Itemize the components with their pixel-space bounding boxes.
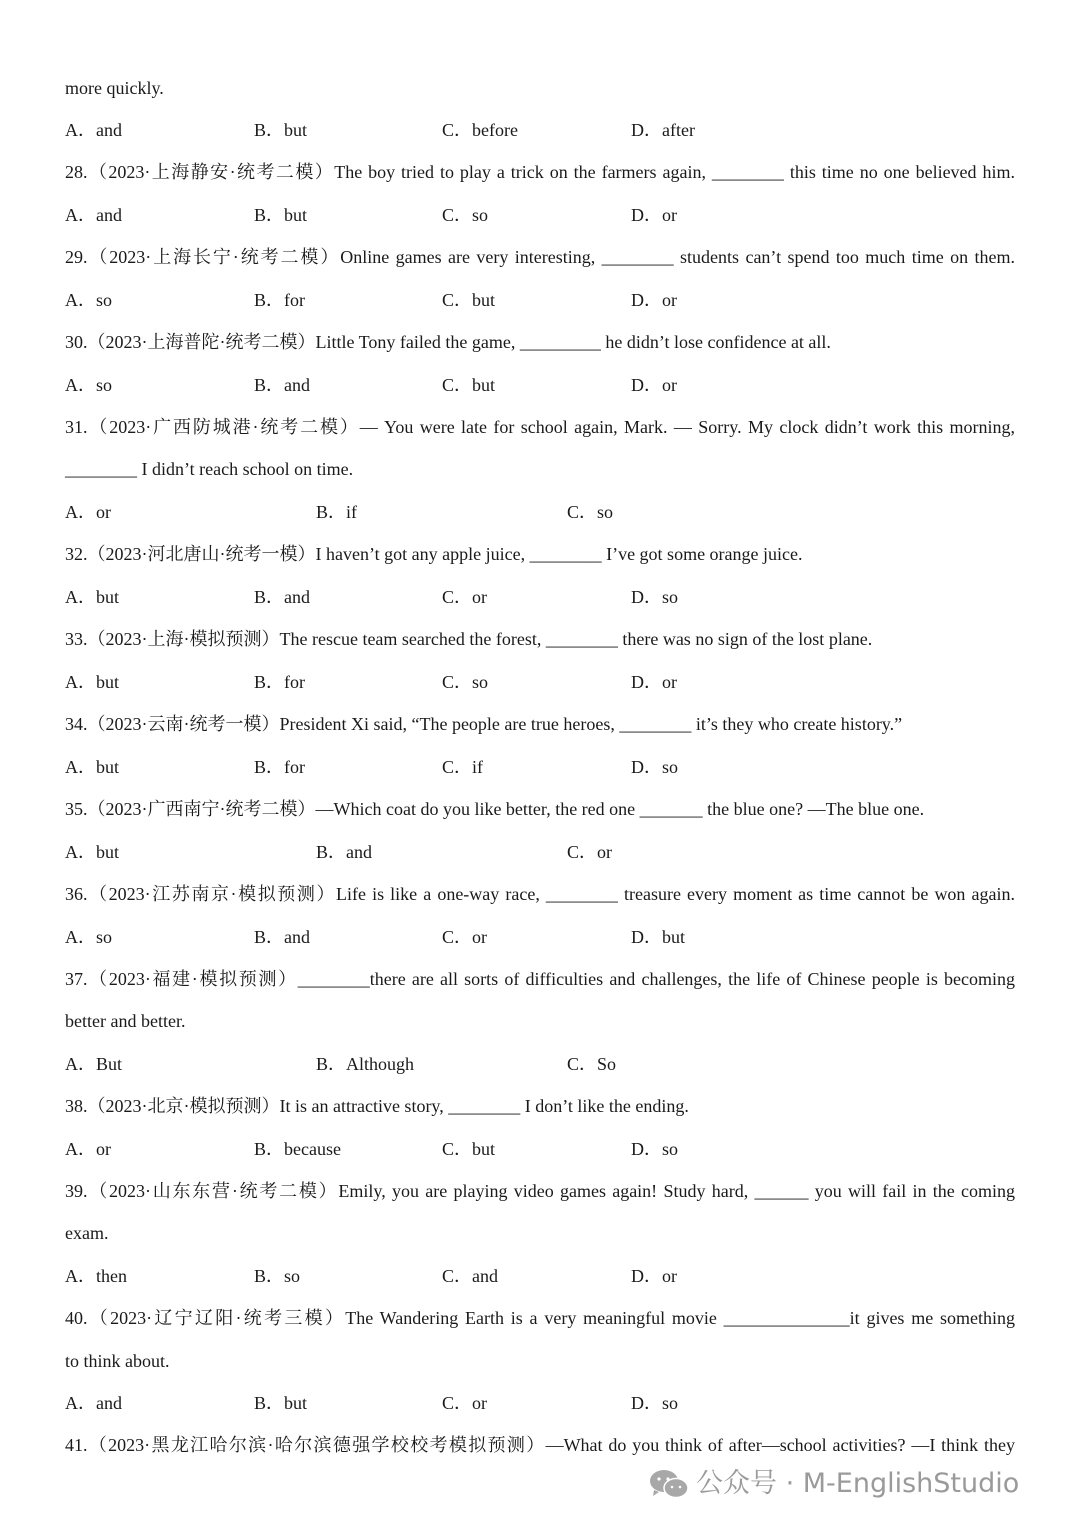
answer-option: D．or xyxy=(631,375,677,395)
answer-options xyxy=(65,203,1015,227)
answer-option: C．so xyxy=(442,672,489,692)
wechat-icon xyxy=(648,1468,690,1500)
answer-option: A．But xyxy=(65,1054,123,1074)
answer-option: C．So xyxy=(567,1054,617,1074)
answer-options xyxy=(65,1137,1015,1161)
answer-option: B．and xyxy=(316,842,372,862)
answer-option: A．but xyxy=(65,672,119,692)
answer-options xyxy=(65,840,1015,864)
question-line: 36.（2023·江苏南京·模拟预测）Life is like a one-way race, ________ treasure every moment as time cannot be won again. xyxy=(65,884,1015,904)
answer-option: A．then xyxy=(65,1266,127,1286)
question-line: 41.（2023·黑龙江哈尔滨·哈尔滨德强学校校考模拟预测）—What do you think of after—school activities? —I think they xyxy=(65,1435,1015,1455)
answer-option: D．or xyxy=(631,1266,677,1286)
answer-option: B．if xyxy=(316,502,358,522)
answer-option: D．so xyxy=(631,757,679,777)
answer-option: D．after xyxy=(631,120,695,140)
answer-option: C．so xyxy=(567,502,614,522)
answer-option: D．so xyxy=(631,1139,679,1159)
answer-option: A．or xyxy=(65,1139,111,1159)
question-line: more quickly. xyxy=(65,78,164,98)
question-line: 29.（2023·上海长宁·统考二模）Online games are very interesting, ________ students can’t spend too much time on them. xyxy=(65,247,1015,267)
answer-option: A．and xyxy=(65,205,122,225)
answer-options xyxy=(65,1052,1015,1076)
answer-option: D．so xyxy=(631,1393,679,1413)
answer-option: B．because xyxy=(254,1139,341,1159)
answer-option: B．so xyxy=(254,1266,301,1286)
answer-option: C．but xyxy=(442,290,496,310)
answer-option: A．and xyxy=(65,1393,122,1413)
answer-option: B．Although xyxy=(316,1054,415,1074)
answer-option: A．but xyxy=(65,757,119,777)
question-line: exam. xyxy=(65,1223,109,1243)
answer-option: C．or xyxy=(442,587,487,607)
answer-options xyxy=(65,500,1015,524)
question-line: 35.（2023·广西南宁·统考二模）—Which coat do you like better, the red one _______ the blue one? —The blue one. xyxy=(65,799,925,819)
answer-option: B．for xyxy=(254,290,305,310)
question-line: 34.（2023·云南·统考一模）President Xi said, “The people are true heroes, ________ it’s they who create history.” xyxy=(65,714,903,734)
answer-options xyxy=(65,1391,1015,1415)
answer-option: B．and xyxy=(254,587,310,607)
answer-option: C．or xyxy=(442,927,487,947)
answer-option: B．and xyxy=(254,375,310,395)
question-line: 38.（2023·北京·模拟预测）It is an attractive story, ________ I don’t like the ending. xyxy=(65,1096,689,1116)
answer-option: D．but xyxy=(631,927,685,947)
answer-options xyxy=(65,755,1015,779)
answer-options xyxy=(65,670,1015,694)
answer-option: B．for xyxy=(254,757,305,777)
question-line: 40.（2023·辽宁辽阳·统考三模）The Wandering Earth is a very meaningful movie ______________it gives me something xyxy=(65,1308,1015,1328)
answer-option: C．so xyxy=(442,205,489,225)
answer-option: D．or xyxy=(631,290,677,310)
answer-option: A．so xyxy=(65,290,113,310)
answer-option: C．if xyxy=(442,757,484,777)
answer-option: B．but xyxy=(254,205,308,225)
answer-option: A．and xyxy=(65,120,122,140)
answer-option: A．so xyxy=(65,927,113,947)
answer-options xyxy=(65,373,1015,397)
answer-options xyxy=(65,925,1015,949)
watermark xyxy=(648,1462,1048,1506)
answer-option: A．but xyxy=(65,587,119,607)
question-line: 28.（2023·上海静安·统考二模）The boy tried to play a trick on the farmers again, ________ this time no one believed him. xyxy=(65,162,1015,182)
answer-option: C．but xyxy=(442,1139,496,1159)
answer-option: C．before xyxy=(442,120,518,140)
question-line: 30.（2023·上海普陀·统考二模）Little Tony failed the game, _________ he didn’t lose confidence at all. xyxy=(65,332,831,352)
answer-options xyxy=(65,288,1015,312)
answer-option: D．or xyxy=(631,672,677,692)
watermark-text: 公众号 · M-EnglishStudio xyxy=(696,1468,1020,1499)
answer-option: A．but xyxy=(65,842,119,862)
answer-option: B．but xyxy=(254,120,308,140)
answer-option: A．or xyxy=(65,502,111,522)
answer-option: A．so xyxy=(65,375,113,395)
answer-option: C．or xyxy=(442,1393,487,1413)
answer-option: B．but xyxy=(254,1393,308,1413)
answer-options xyxy=(65,118,1015,142)
answer-options xyxy=(65,585,1015,609)
answer-option: B．for xyxy=(254,672,305,692)
answer-options xyxy=(65,1264,1015,1288)
question-line: 32.（2023·河北唐山·统考一模）I haven’t got any apple juice, ________ I’ve got some orange juice. xyxy=(65,544,803,564)
answer-option: B．and xyxy=(254,927,310,947)
question-line: 37.（2023·福建·模拟预测）________there are all sorts of difficulties and challenges, the life of Chinese people is becoming xyxy=(65,969,1015,989)
answer-option: D．so xyxy=(631,587,679,607)
question-line: 39.（2023·山东东营·统考二模）Emily, you are playing video games again! Study hard, ______ you will fail in the coming xyxy=(65,1181,1015,1201)
answer-option: C．or xyxy=(567,842,612,862)
answer-option: D．or xyxy=(631,205,677,225)
question-line: ________ I didn’t reach school on time. xyxy=(65,459,354,479)
answer-option: C．but xyxy=(442,375,496,395)
question-line: 33.（2023·上海·模拟预测）The rescue team searched the forest, ________ there was no sign of the lost plane. xyxy=(65,629,873,649)
question-line: to think about. xyxy=(65,1351,170,1371)
question-line: 31.（2023·广西防城港·统考二模）— You were late for school again, Mark. — Sorry. My clock didn’t work this morning, xyxy=(65,417,1015,437)
question-line: better and better. xyxy=(65,1011,186,1031)
answer-option: C．and xyxy=(442,1266,498,1286)
